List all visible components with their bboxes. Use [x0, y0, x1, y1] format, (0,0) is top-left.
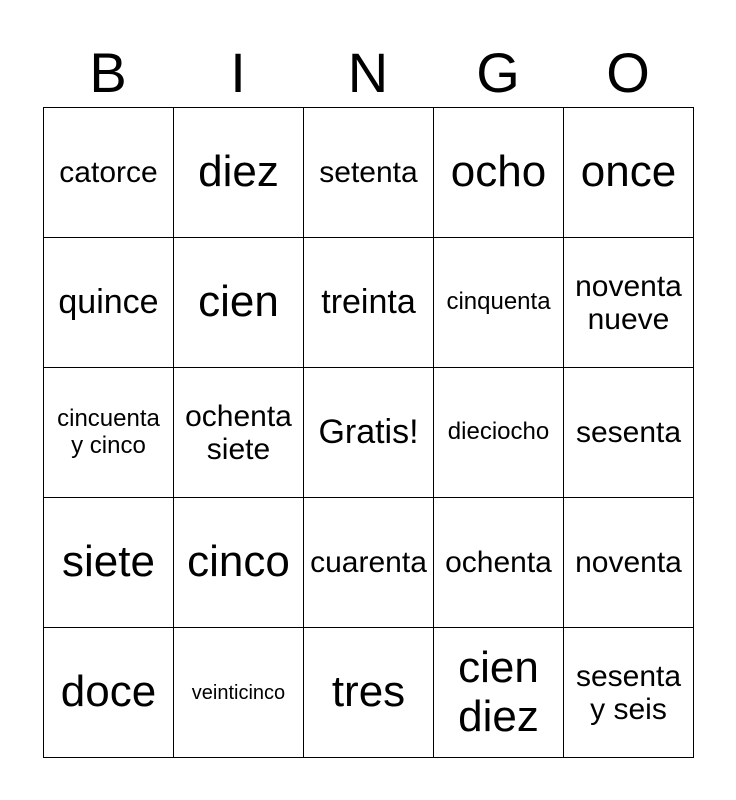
cell-label: ocho: [450, 147, 547, 197]
bingo-cell[interactable]: [564, 628, 694, 758]
header-letter-b: B: [89, 41, 127, 104]
cell-label: setenta: [319, 156, 418, 189]
cell-label: sesenta y seis: [575, 659, 682, 726]
cell-label: quince: [58, 282, 159, 321]
bingo-cell[interactable]: [434, 498, 564, 628]
bingo-cell[interactable]: [564, 238, 694, 368]
bingo-header: [43, 40, 693, 106]
bingo-cell[interactable]: [434, 238, 564, 368]
header-letter-o: O: [606, 41, 650, 104]
cell-label: treinta: [321, 282, 416, 321]
bingo-cell[interactable]: [564, 498, 694, 628]
cell-label: once: [580, 147, 677, 197]
cell-label: sesenta: [575, 416, 682, 449]
cell-label: cinco: [187, 537, 290, 587]
cell-label: cien: [198, 277, 279, 327]
bingo-cell[interactable]: [304, 498, 434, 628]
cell-label: dieciocho: [447, 418, 550, 446]
cell-label: siete: [62, 537, 155, 587]
bingo-cell[interactable]: [174, 628, 304, 758]
cell-label: cinquenta: [446, 288, 551, 316]
cell-label: noventa nueve: [575, 269, 682, 336]
bingo-cell[interactable]: [304, 238, 434, 368]
bingo-cell[interactable]: [174, 238, 304, 368]
free-space-label: Gratis!: [318, 412, 419, 451]
cell-label: diez: [198, 147, 279, 197]
cell-label: tres: [331, 667, 406, 717]
cell-label: veinticinco: [191, 681, 286, 704]
header-letter-n: N: [347, 41, 389, 104]
bingo-cell[interactable]: [174, 498, 304, 628]
bingo-cell[interactable]: [564, 368, 694, 498]
bingo-cell[interactable]: [434, 368, 564, 498]
free-space-cell[interactable]: [304, 368, 434, 498]
bingo-cell[interactable]: [174, 108, 304, 238]
header-letter-i: I: [230, 41, 246, 104]
header-letter-g: G: [476, 41, 520, 104]
cell-label: noventa: [575, 546, 682, 579]
cell-label: cincuenta y cinco: [57, 405, 160, 459]
bingo-cell[interactable]: [304, 108, 434, 238]
bingo-cell[interactable]: [44, 628, 174, 758]
cell-label: cuarenta: [310, 546, 427, 579]
cell-label: ochenta siete: [185, 399, 292, 466]
bingo-cell[interactable]: [434, 628, 564, 758]
bingo-cell[interactable]: [564, 108, 694, 238]
cell-label: cien diez: [458, 643, 539, 741]
cell-label: catorce: [59, 156, 158, 189]
bingo-cell[interactable]: [434, 108, 564, 238]
bingo-cell[interactable]: [44, 368, 174, 498]
bingo-cell[interactable]: [44, 238, 174, 368]
bingo-cell[interactable]: [174, 368, 304, 498]
bingo-board: [43, 107, 694, 758]
cell-label: doce: [60, 667, 157, 717]
bingo-cell[interactable]: [44, 498, 174, 628]
cell-label: ochenta: [445, 546, 552, 579]
bingo-cell[interactable]: [44, 108, 174, 238]
bingo-cell[interactable]: [304, 628, 434, 758]
